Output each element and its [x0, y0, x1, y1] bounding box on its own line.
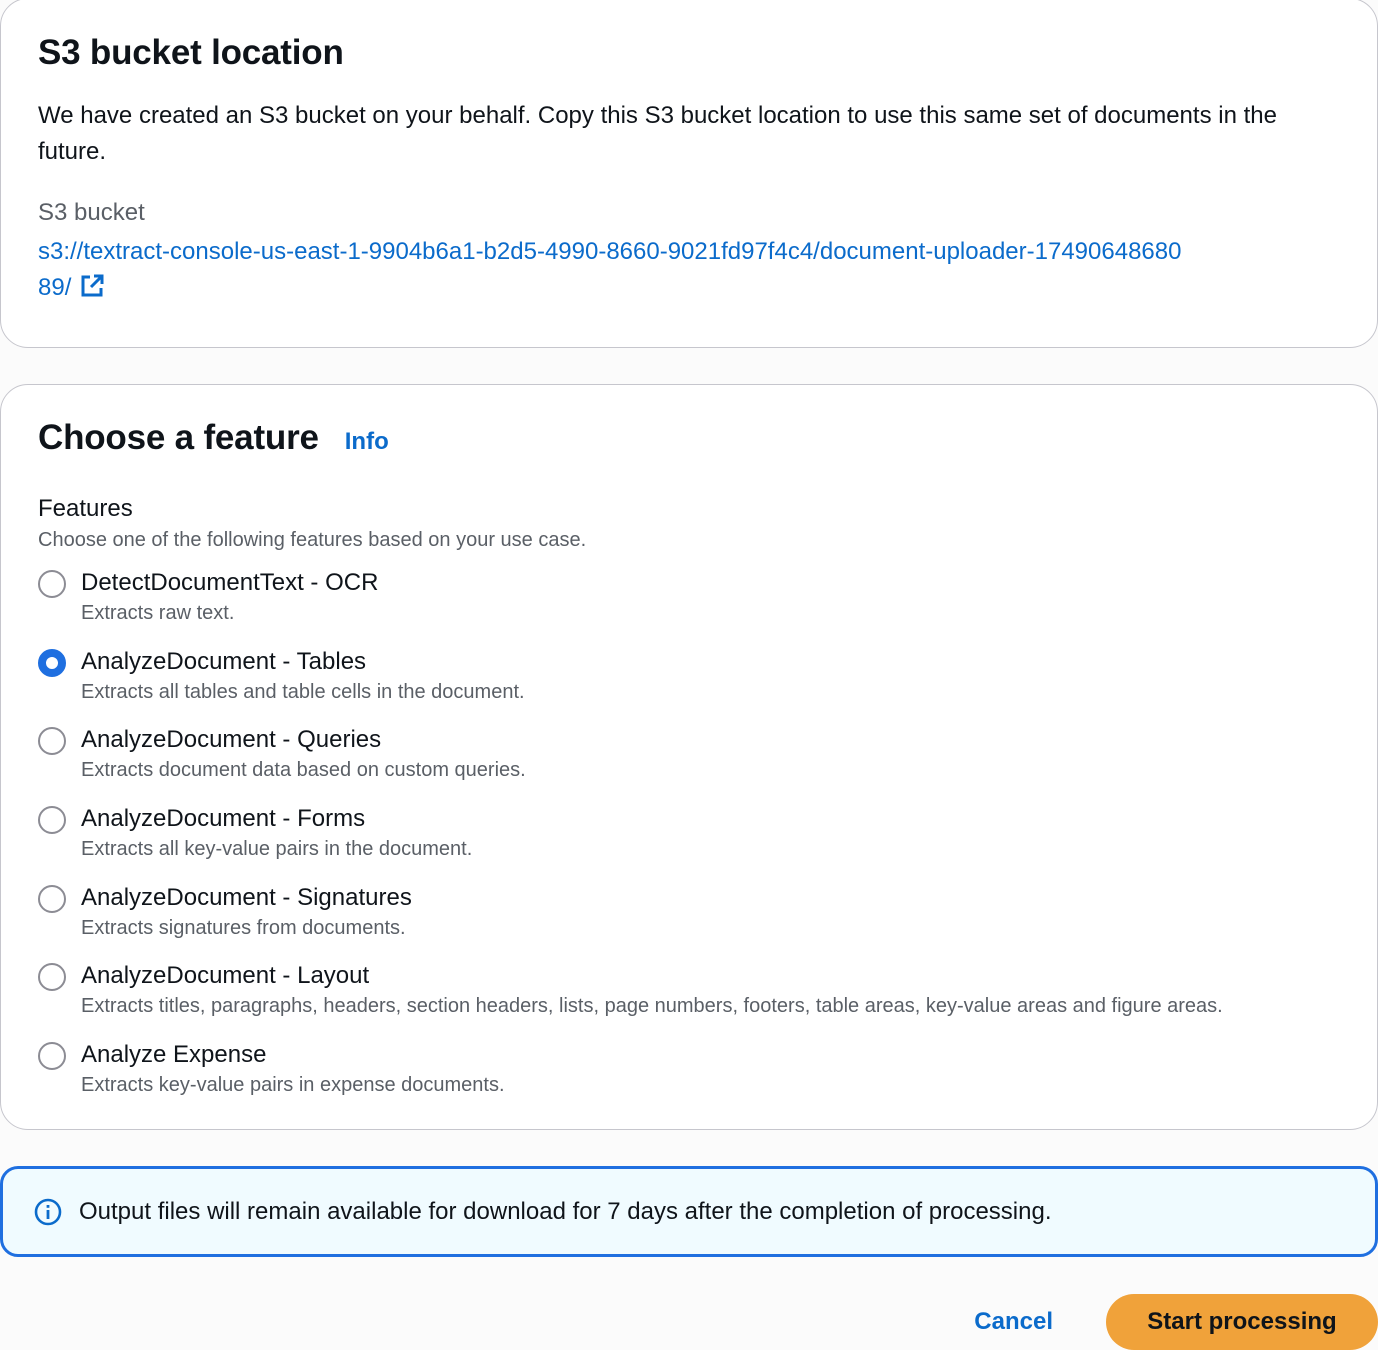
radio-button[interactable]: [38, 1042, 66, 1070]
feature-option[interactable]: [38, 645, 1340, 724]
feature-option[interactable]: [38, 959, 1340, 1038]
radio-button[interactable]: [38, 570, 66, 598]
s3-bucket-label: S3 bucket: [38, 199, 145, 226]
feature-option-description: Extracts all key-value pairs in the document.: [81, 838, 473, 861]
features-help-text: Choose one of the following features based on your use case.: [38, 529, 587, 551]
feature-option-label[interactable]: DetectDocumentText - OCR: [81, 569, 379, 596]
s3-section-title: S3 bucket location: [38, 33, 344, 72]
feature-option-label[interactable]: Analyze Expense: [81, 1041, 267, 1069]
radio-button[interactable]: [38, 963, 66, 991]
feature-option-label[interactable]: AnalyzeDocument - Tables: [81, 647, 367, 675]
form-actions: [974, 1294, 1378, 1350]
feature-option-label[interactable]: AnalyzeDocument - Signatures: [81, 883, 412, 911]
features-label: Features: [38, 495, 133, 522]
radio-button[interactable]: [38, 649, 66, 677]
radio-button[interactable]: [38, 806, 66, 834]
s3-bucket-uri[interactable]: s3://textract-console-us-east-1-9904b6a1-b2d5-4990-8660-9021fd97f4c4/document-uploader-1749064868089/: [38, 238, 1182, 301]
s3-bucket-location-panel: [0, 0, 1378, 348]
radio-button[interactable]: [38, 727, 66, 755]
feature-option-description: Extracts titles, paragraphs, headers, section headers, lists, page numbers, footers, table areas, key-value areas and figure areas.: [81, 995, 1223, 1018]
info-link[interactable]: Info: [344, 428, 389, 455]
feature-option-label[interactable]: AnalyzeDocument - Layout: [81, 962, 370, 990]
s3-section-description: We have created an S3 bucket on your behalf. Copy this S3 bucket location to use this same set of documents in the future.: [38, 102, 1277, 165]
info-alert: [0, 1166, 1378, 1257]
feature-option-label[interactable]: AnalyzeDocument - Queries: [81, 726, 382, 754]
feature-option[interactable]: [38, 723, 1340, 802]
feature-option[interactable]: [38, 881, 1340, 960]
feature-option-description: Extracts all tables and table cells in the document.: [81, 680, 525, 703]
radio-button[interactable]: [38, 885, 66, 913]
alert-message: Output files will remain available for download for 7 days after the completion of processing.: [79, 1197, 1052, 1225]
cancel-button[interactable]: Cancel: [974, 1308, 1053, 1335]
feature-option[interactable]: [38, 1038, 1340, 1117]
feature-option-description: Extracts key-value pairs in expense documents.: [81, 1074, 505, 1097]
info-icon: [33, 1197, 63, 1227]
feature-option[interactable]: [38, 566, 1340, 645]
external-link-icon[interactable]: [79, 273, 105, 299]
s3-bucket-link[interactable]: [38, 234, 1188, 306]
feature-option-description: Extracts document data based on custom queries.: [81, 759, 526, 782]
feature-radio-group: [38, 566, 1340, 1117]
feature-section-title: Choose a feature: [38, 418, 319, 457]
start-processing-button[interactable]: Start processing: [1106, 1294, 1378, 1350]
feature-option-label[interactable]: AnalyzeDocument - Forms: [81, 805, 366, 833]
feature-option-description: Extracts raw text.: [81, 602, 235, 624]
feature-option-description: Extracts signatures from documents.: [81, 916, 406, 939]
feature-option[interactable]: [38, 802, 1340, 881]
choose-feature-panel: [0, 384, 1378, 1130]
